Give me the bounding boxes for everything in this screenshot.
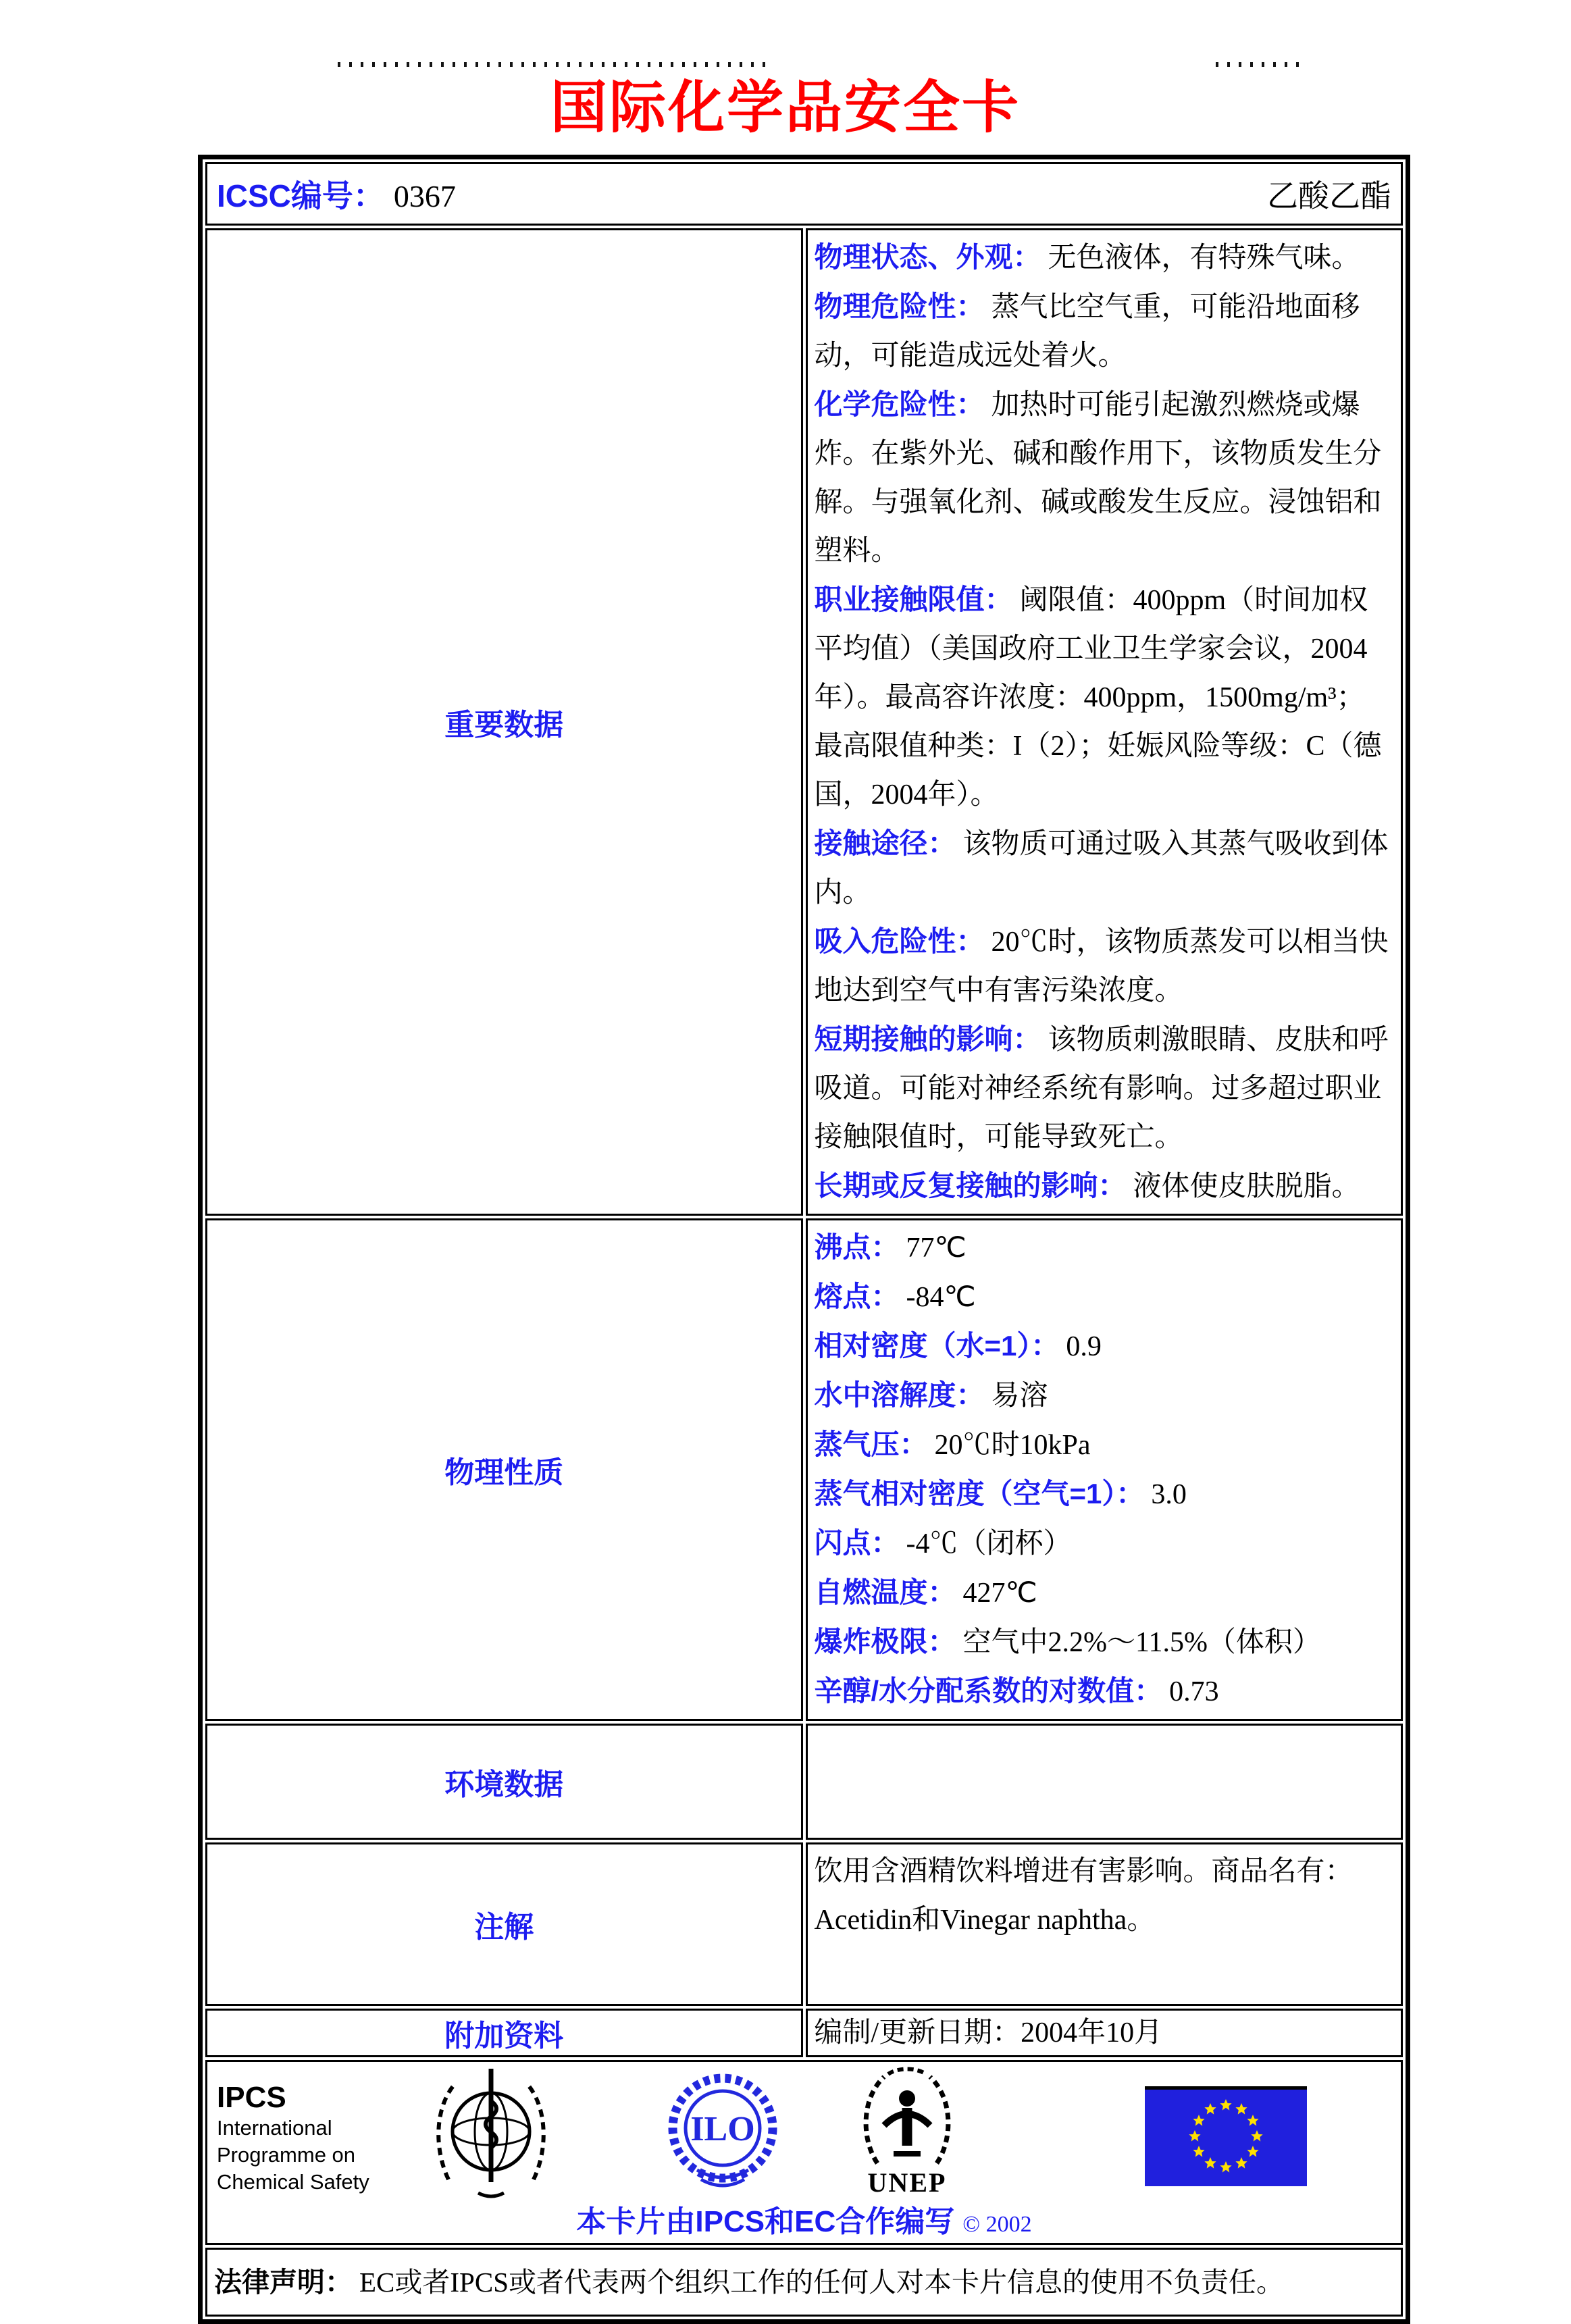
property-row xyxy=(815,233,1392,282)
environmental-data-row xyxy=(205,1724,1403,1840)
additional-info-text: 编制/更新日期：2004年10月 xyxy=(814,2017,1163,2048)
property-row xyxy=(815,1223,1392,1272)
property-value: 3.0 xyxy=(1151,1479,1187,1510)
footer-row xyxy=(205,2060,1403,2245)
clipped-header-text-fragment xyxy=(338,62,770,67)
property-value: 空气中2.2%～11.5%（体积） xyxy=(962,1627,1321,1658)
section-label-additional-info: 附加资料 xyxy=(205,2009,803,2057)
copyright-text: © 2002 xyxy=(962,2212,1032,2237)
card-header xyxy=(217,172,1391,216)
who-logo-icon xyxy=(434,2066,548,2201)
property-label: 沸点： xyxy=(814,1231,900,1263)
property-value: -84℃ xyxy=(906,1282,976,1313)
property-label: 物理危险性： xyxy=(814,290,985,322)
property-row xyxy=(815,1322,1392,1371)
notes-content xyxy=(806,1842,1403,2006)
footer xyxy=(207,2062,1401,2243)
important-data-row xyxy=(205,228,1403,1216)
property-value: 阈限值：400ppm（时间加权平均值）（美国政府工业卫生学家会议，2004年）。最高容许浓度：400ppm，1500mg/m³；最高限值种类：I（2）；妊娠风险等级：C（德国，2004年）。 xyxy=(814,585,1382,810)
icsc-number-label: ICSC编号： xyxy=(217,178,384,213)
ipcs-subtitle-line: Chemical Safety xyxy=(217,2170,369,2194)
property-label: 相对密度（水=1）： xyxy=(814,1330,1060,1362)
ilo-logo-text: ILO xyxy=(690,2110,755,2148)
property-value: 0.9 xyxy=(1066,1331,1102,1362)
property-row xyxy=(815,1519,1392,1568)
property-value: 无色液体，有特殊气味。 xyxy=(1048,242,1360,274)
legal-row xyxy=(205,2248,1403,2317)
footer-caption-text: 本卡片由IPCS和EC合作编写 xyxy=(576,2205,955,2238)
eu-flag-icon xyxy=(1145,2086,1307,2186)
page-title: 国际化学品安全卡 xyxy=(550,77,1021,140)
ipcs-title: IPCS xyxy=(217,2081,286,2114)
property-value: -4℃（闭杯） xyxy=(906,1528,1072,1559)
property-label: 水中溶解度： xyxy=(814,1379,985,1411)
property-label: 闪点： xyxy=(814,1527,900,1559)
legal-label: 法律声明： xyxy=(214,2267,353,2298)
property-label: 自燃温度： xyxy=(814,1576,956,1608)
property-label: 爆炸极限： xyxy=(814,1626,956,1657)
chemical-name: 乙酸乙酯 xyxy=(1267,179,1391,213)
icsc-card-table xyxy=(198,155,1410,2324)
ipcs-subtitle-line: International xyxy=(217,2116,332,2140)
property-label: 职业接触限值： xyxy=(814,584,1013,615)
property-row xyxy=(815,1015,1392,1162)
section-label-physical-properties: 物理性质 xyxy=(205,1218,803,1721)
clipped-header-text-fragment xyxy=(1216,62,1307,67)
section-label-notes: 注解 xyxy=(205,1842,803,2006)
environmental-data-content xyxy=(806,1724,1403,1840)
property-label: 熔点： xyxy=(814,1281,900,1312)
additional-info-content xyxy=(806,2009,1403,2057)
unep-logo-icon xyxy=(856,2063,958,2170)
property-row xyxy=(815,917,1392,1015)
section-label-environmental-data: 环境数据 xyxy=(205,1724,803,1840)
property-row xyxy=(815,819,1392,917)
property-value: 20℃时，该物质蒸发可以相当快地达到空气中有害污染浓度。 xyxy=(814,927,1389,1006)
property-row xyxy=(815,1272,1392,1322)
property-label: 辛醇/水分配系数的对数值： xyxy=(814,1675,1163,1707)
property-label: 长期或反复接触的影响： xyxy=(814,1170,1127,1202)
unep-logo-text: UNEP xyxy=(867,2167,947,2198)
legal-text: EC或者IPCS或者代表两个组织工作的任何人对本卡片信息的使用不负责任。 xyxy=(359,2267,1284,2298)
property-value: 蒸气比空气重，可能沿地面移动，可能造成远处着火。 xyxy=(814,292,1360,371)
footer-cell xyxy=(205,2060,1403,2245)
important-data-content xyxy=(806,228,1403,1216)
property-label: 接触途径： xyxy=(814,827,956,859)
property-value: 该物质刺激眼睛、皮肤和呼吸道。可能对神经系统有影响。过多超过职业接触限值时，可能导致死亡。 xyxy=(814,1025,1389,1153)
property-row xyxy=(815,1470,1392,1519)
property-row xyxy=(815,1162,1392,1211)
ilo-logo-icon xyxy=(663,2067,782,2200)
property-value: 427℃ xyxy=(962,1578,1037,1609)
property-row xyxy=(815,1371,1392,1420)
property-row xyxy=(815,1618,1392,1667)
property-row xyxy=(815,1420,1392,1470)
card-header-cell xyxy=(205,162,1403,226)
section-label-important-data: 重要数据 xyxy=(205,228,803,1216)
unep-logo-block xyxy=(856,2063,958,2196)
property-label: 吸入危险性： xyxy=(814,925,985,957)
icsc-number-group xyxy=(217,172,456,216)
legal-cell xyxy=(205,2248,1403,2317)
property-value: 加热时可能引起激烈燃烧或爆炸。在紫外光、碱和酸作用下，该物质发生分解。与强氧化剂、碱或酸发生反应。浸蚀铝和塑料。 xyxy=(814,390,1382,567)
notes-text: 饮用含酒精饮料增进有害影响。商品名有：Acetidin和Vinegar naphtha。 xyxy=(814,1856,1354,1936)
property-label: 短期接触的影响： xyxy=(814,1023,1041,1055)
property-value: 液体使皮肤脱脂。 xyxy=(1133,1171,1360,1202)
property-label: 化学危险性： xyxy=(814,388,985,420)
property-value: 该物质可通过吸入其蒸气吸收到体内。 xyxy=(814,829,1389,908)
additional-info-row xyxy=(205,2009,1403,2057)
property-row xyxy=(815,1568,1392,1618)
property-row xyxy=(815,380,1392,575)
property-value: 易溶 xyxy=(991,1380,1048,1412)
card-header-row xyxy=(205,162,1403,226)
property-row xyxy=(815,282,1392,380)
ipcs-text-block xyxy=(217,2081,369,2196)
property-label: 蒸气相对密度（空气=1）： xyxy=(814,1478,1145,1509)
property-label: 蒸气压： xyxy=(814,1428,928,1460)
ipcs-subtitle-line: Programme on xyxy=(217,2143,356,2167)
legal-statement xyxy=(214,2265,1394,2299)
property-label: 物理状态、外观： xyxy=(814,241,1041,273)
property-row xyxy=(815,575,1392,819)
property-value: 20℃时10kPa xyxy=(934,1430,1091,1461)
icsc-number-value: 0367 xyxy=(393,179,456,213)
property-value: 77℃ xyxy=(906,1233,967,1264)
property-value: 0.73 xyxy=(1169,1676,1219,1707)
notes-row xyxy=(205,1842,1403,2006)
physical-properties-content xyxy=(806,1218,1403,1721)
physical-properties-row xyxy=(205,1218,1403,1721)
footer-caption xyxy=(207,2197,1401,2240)
property-row xyxy=(815,1667,1392,1716)
